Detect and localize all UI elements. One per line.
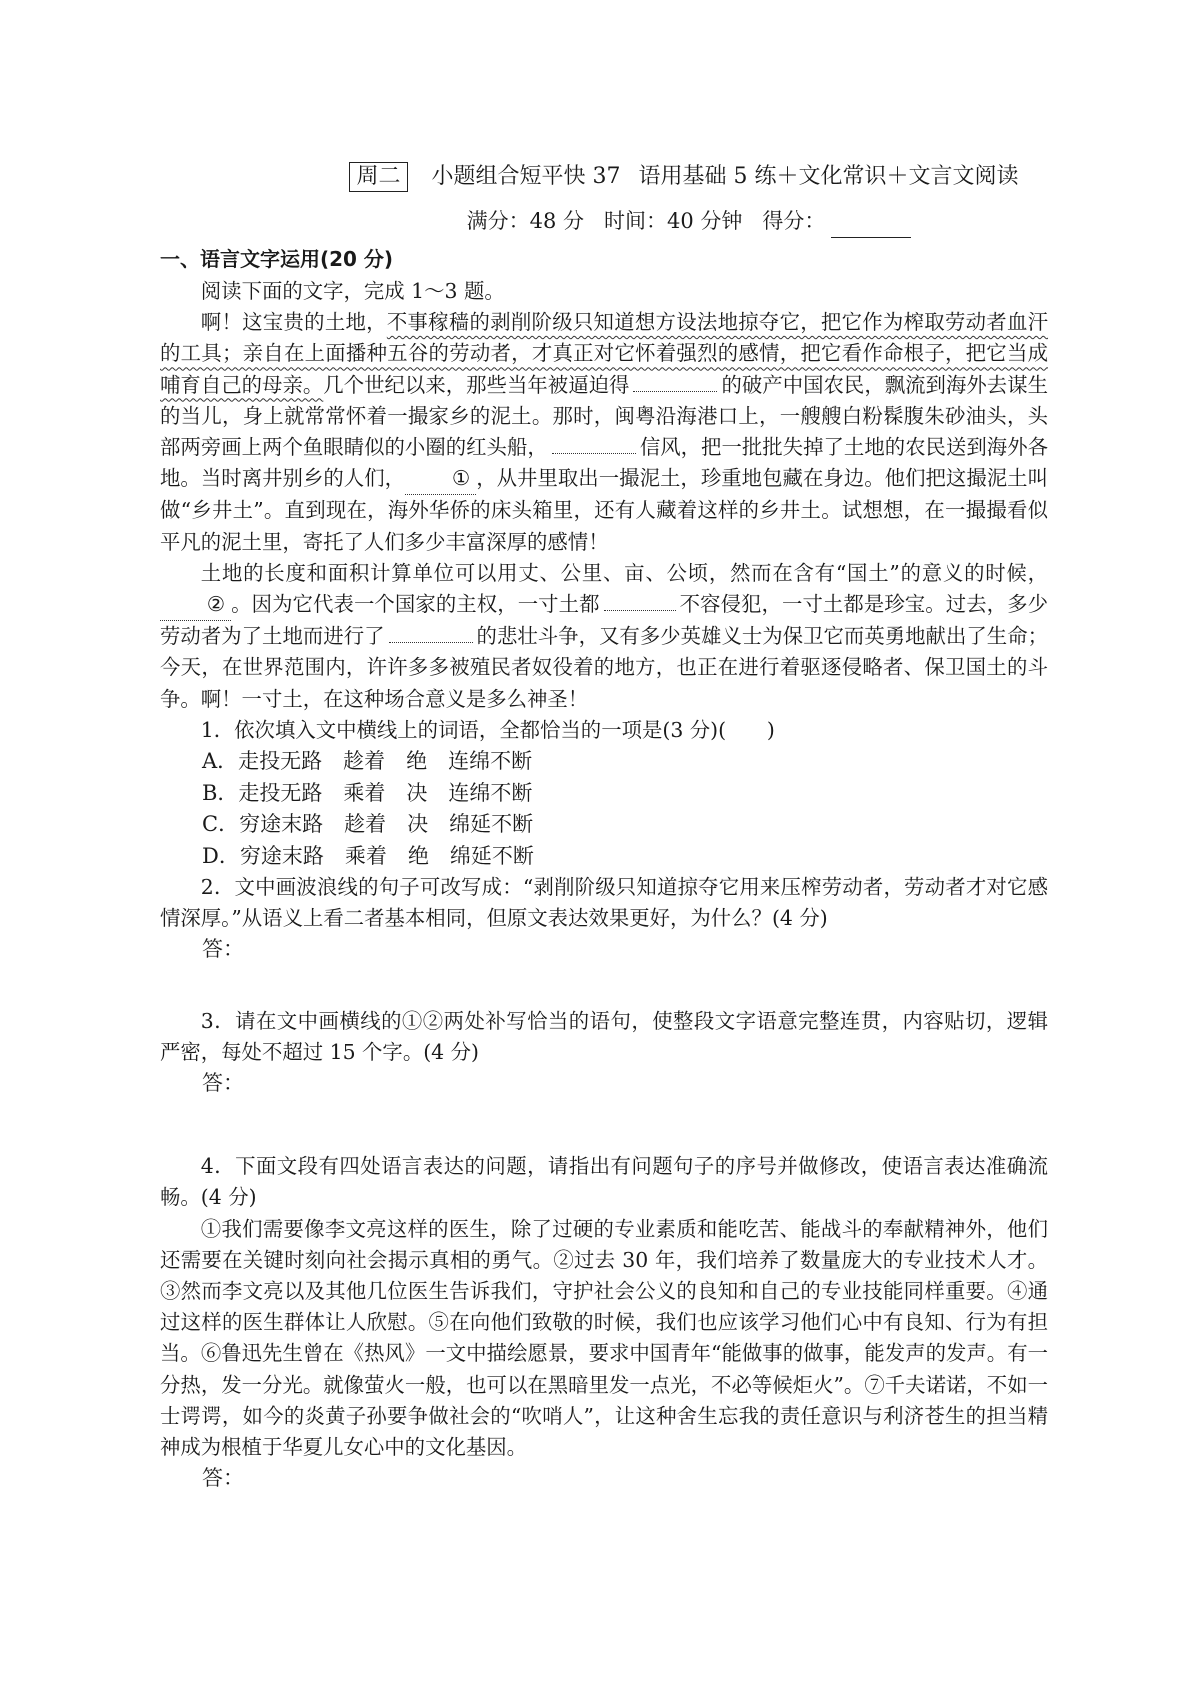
- title-part-b: 语用基础 5 练＋文化常识＋文言文阅读: [638, 164, 1019, 189]
- question-2-stem: 2．文中画波浪线的句子可改写成：“剥削阶级只知道掠夺它用来压榨劳动者，劳动者才对它感情深厚。”从语义上看二者基本相同，但原文表达效果更好，为什么？(4 分): [160, 875, 1048, 931]
- page-title: [320, 160, 1048, 194]
- answer-label-4: 答：: [202, 1466, 244, 1491]
- section-intro: 阅读下面的文字，完成 1～3 题。: [200, 279, 505, 303]
- fill-blank: [633, 371, 717, 392]
- question-4-stem: 4．下面文段有四处语言表达的问题，请指出有问题句子的序号并做修改，使语言表达准确流畅。(4 分): [160, 1154, 1048, 1210]
- score-blank[interactable]: [831, 215, 911, 238]
- question-1-stem: 1．依次填入文中横线上的词语，全都恰当的一项是(3 分)( ): [200, 717, 775, 742]
- passage-paragraph-1: 啊！这宝贵的土地，不事稼穑的剥削阶级只知道想方设法地掠夺它，把它作为榨取劳动者血汗的工具；亲自在上面播种五谷的劳动者，才真正对它怀着强烈的感情，把它看作命根子，把它当成哺育自己的母亲。几个世纪以来，那些当年被逼迫得 的破产中国农民，飘流到海外去谋生的当儿，身上就常常怀着一撮家乡的泥土。那时，闽粤沿海港口上，一艘艘白粉髹腹朱砂油头，头部两旁画上两个鱼眼睛似的小圈的红头船， 信风，把一批批失掉了土地的农民送到海外各地。当时离井别乡的人们， ① ，从井里取出一撮泥土，珍重地包藏在身边。他们把这撮泥土叫做“乡井土”。直到现在，海外华侨的床头箱里，还有人藏着这样的乡井土。试想想，在一撮撮看似平凡的泥土里，寄托了人们多少丰富深厚的感情！: [160, 310, 1049, 554]
- option-a[interactable]: A．走投无路 趁着 绝 连绵不断: [202, 749, 533, 774]
- fill-blank: [552, 433, 636, 454]
- option-d[interactable]: D．穷途末路 乘着 绝 绵延不断: [202, 843, 534, 868]
- blank-mark-2: ②: [160, 589, 231, 621]
- question-4-text: ①我们需要像李文亮这样的医生，除了过硬的专业素质和能吃苦、能战斗的奉献精神外，他们还需要在关键时刻向社会揭示真相的勇气。②过去 30 年，我们培养了数量庞大的专业技术人才。③然而李文亮以及其他几位医生告诉我们，守护社会公义的良知和自己的专业技能同样重要。④通过这样的医生群体让人欣慰。⑤在向他们致敬的时候，我们也应该学习他们心中有良知、行为有担当。⑥鲁迅先生曾在《热风》一文中描绘愿景，要求中国青年“能做事的做事，能发声的发声。有一分热，发一分光。就像萤火一般，也可以在黑暗里发一点光，不必等候炬火”。⑦千夫诺诺，不如一士谔谔，如今的炎黄子孙要争做社会的“吹哨人”，让这种舍生忘我的责任意识与利济苍生的担当精神成为根植于华夏儿女心中的文化基因。: [160, 1216, 1048, 1460]
- passage-paragraph-2: 土地的长度和面积计算单位可以用丈、公里、亩、公顷，然而在含有“国土”的意义的时候，② 。因为它代表一个国家的主权，一寸土都 不容侵犯，一寸土都是珍宝。过去，多少劳动者为了土地而进行了 的悲壮斗争，又有多少英雄义士为保卫它而英勇地献出了生命；今天，在世界范围内，许许多多被殖民者奴役着的地方，也正在进行着驱逐侵略者、保卫国土的斗争。啊！一寸土，在这种场合意义是多么神圣！: [160, 560, 1048, 711]
- score-line: [330, 204, 1048, 238]
- fill-blank: [604, 590, 676, 611]
- answer-space-2[interactable]: [160, 966, 1048, 1006]
- blank-mark-1: ①: [405, 463, 476, 495]
- answer-space-3[interactable]: [160, 1099, 1048, 1151]
- wavy-underlined-sentence: 不事稼穑的剥削阶级只知道想方设法地掠夺它，把它作为榨取劳动者血汗的工具；亲自在上面播种五谷的劳动者，才真正对它怀着强烈的感情，把它看作命根子，把它当成哺育自己的母亲。: [160, 310, 1049, 397]
- answer-label-3: 答：: [202, 1071, 244, 1096]
- answer-label-2: 答：: [202, 937, 244, 962]
- fill-blank: [389, 622, 473, 643]
- option-c[interactable]: C．穷途末路 趁着 决 绵延不断: [202, 812, 534, 837]
- title-part-a: 小题组合短平快 37: [431, 164, 621, 189]
- score-label: 得分：: [762, 209, 826, 233]
- exam-page: [160, 160, 1048, 1535]
- day-box: 周二: [349, 162, 407, 192]
- question-3-stem: 3．请在文中画横线的①②两处补写恰当的语句，使整段文字语意完整连贯，内容贴切，逻辑严密，每处不超过 15 个字。(4 分): [160, 1008, 1048, 1064]
- option-b[interactable]: B．走投无路 乘着 决 连绵不断: [202, 780, 533, 805]
- answer-space-4[interactable]: [160, 1495, 1048, 1535]
- section-heading: 一、语言文字运用(20 分): [160, 247, 394, 271]
- full-score: 满分：48 分: [466, 209, 584, 233]
- time-limit: 时间：40 分钟: [604, 209, 743, 233]
